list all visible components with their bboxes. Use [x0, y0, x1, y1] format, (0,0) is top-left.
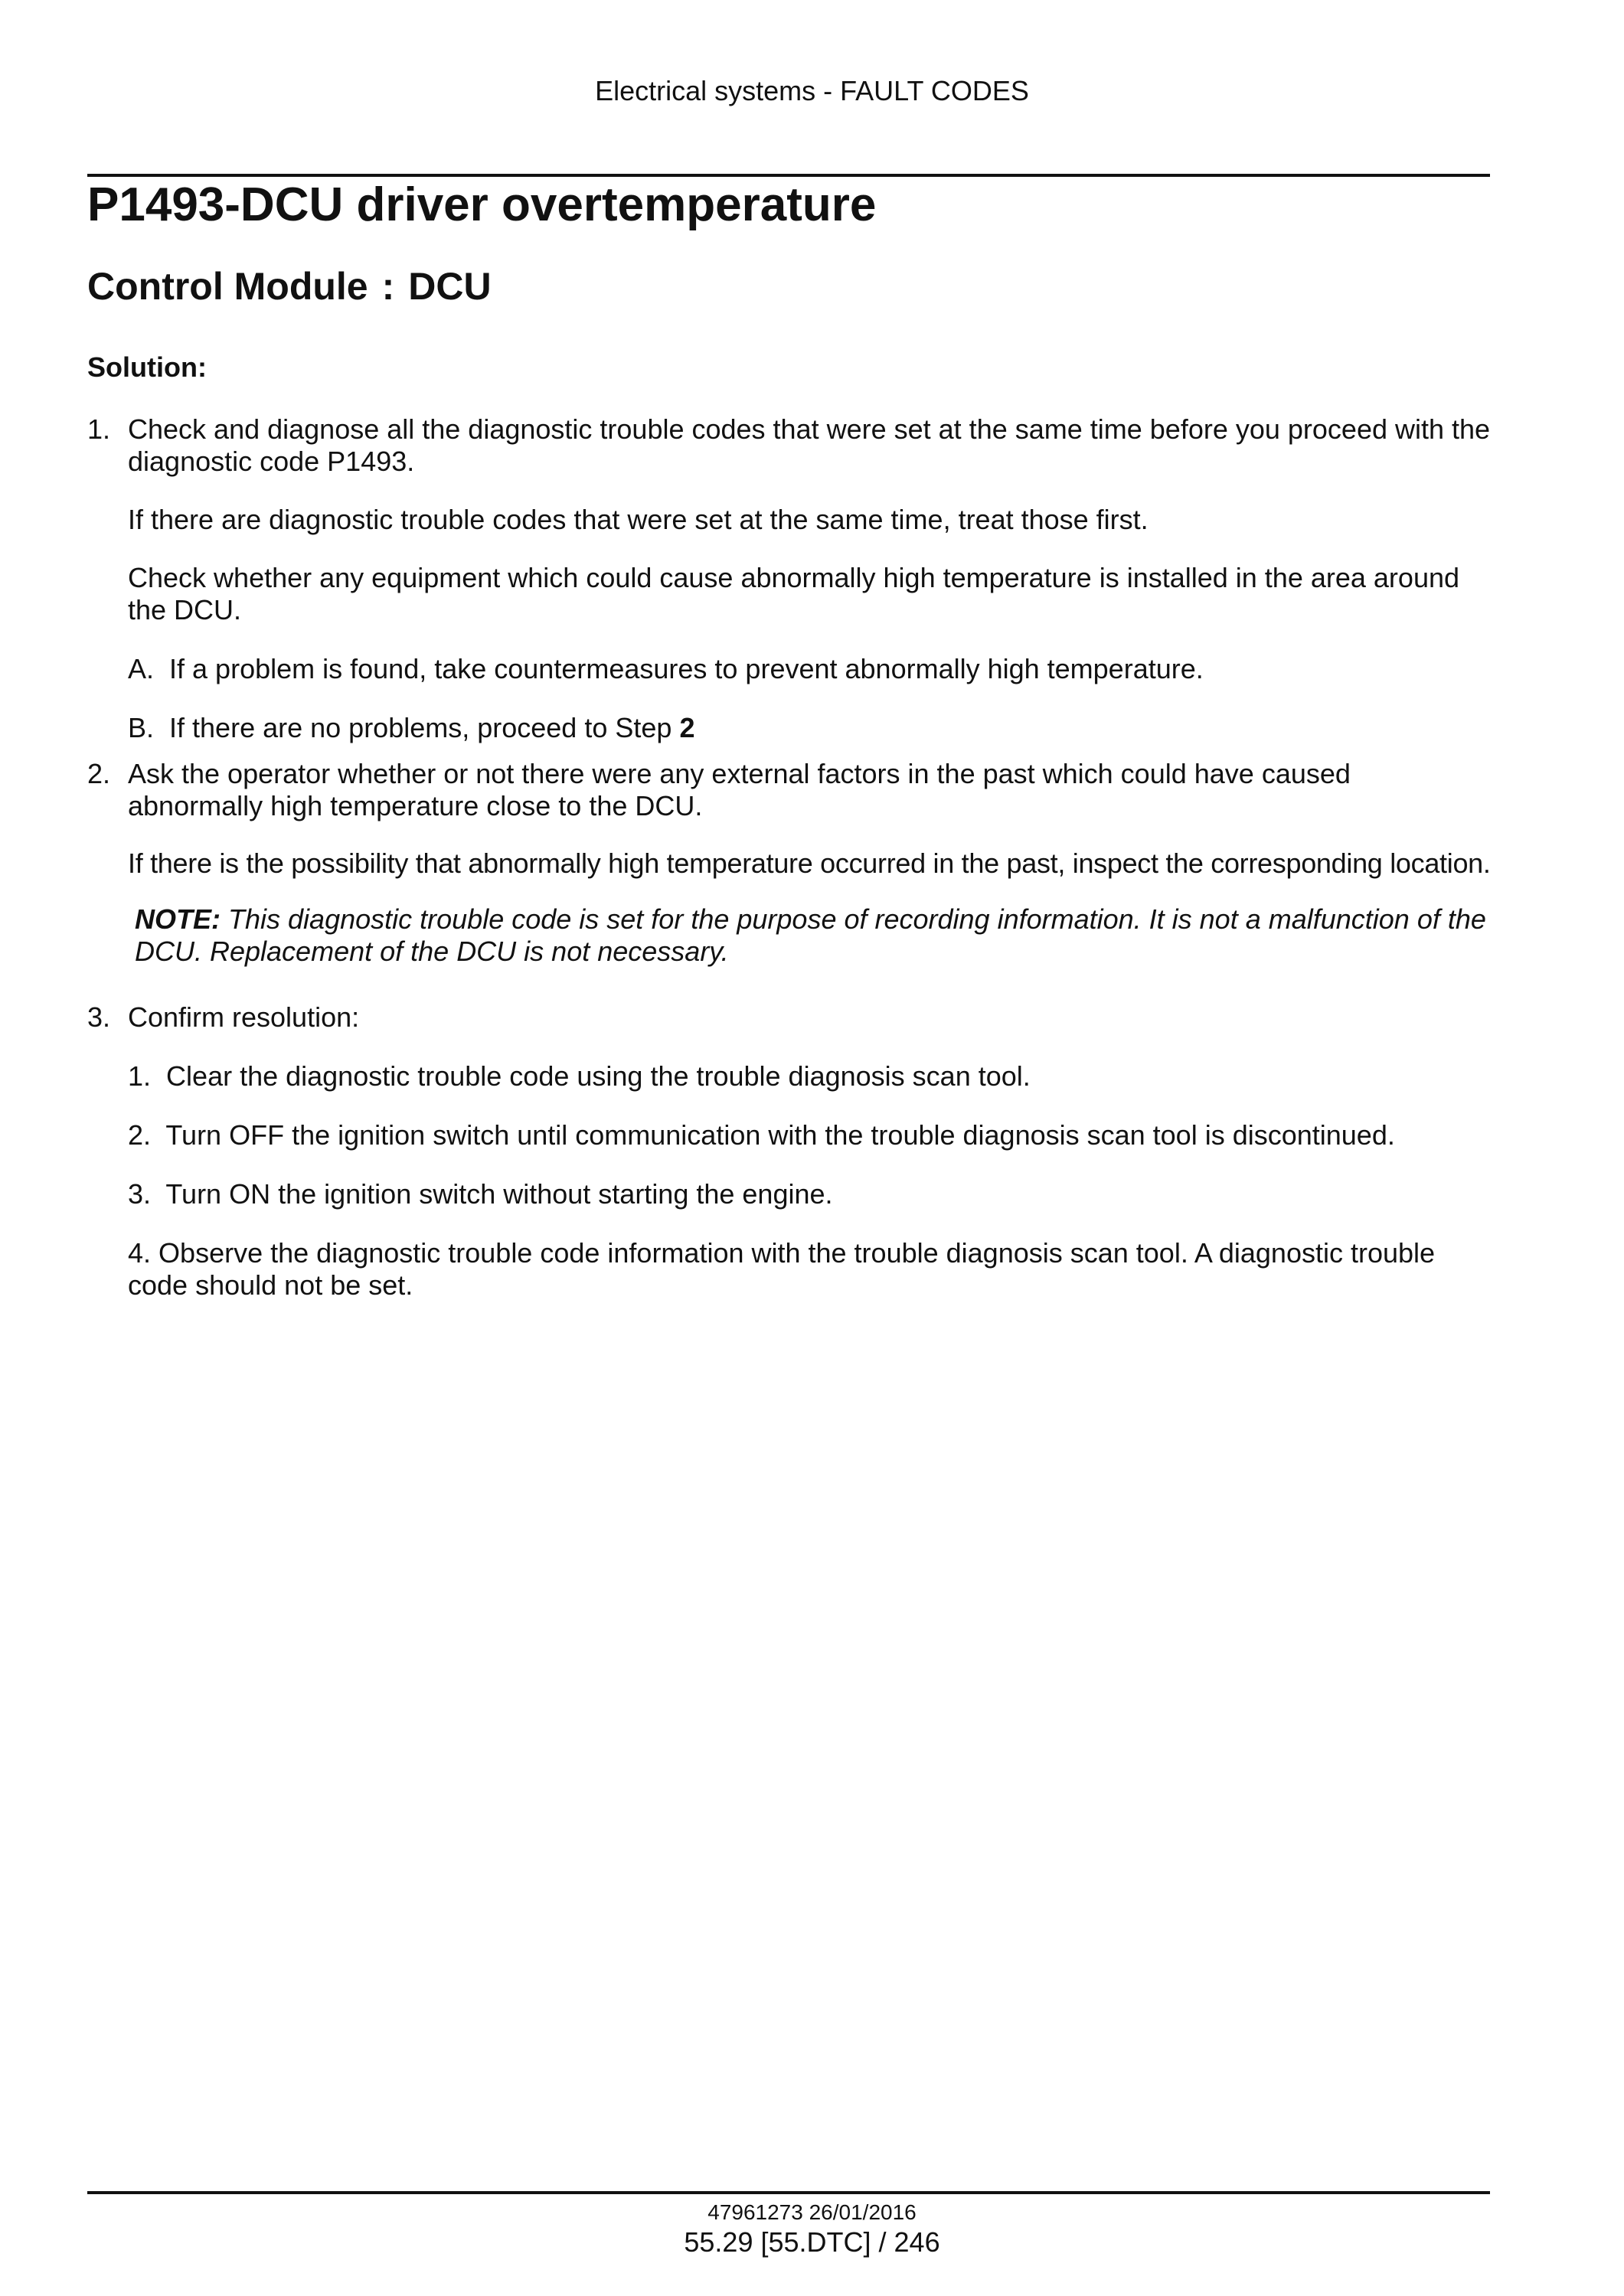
footer-page-number: 55.29 [55.DTC] / 246 [684, 2226, 940, 2258]
step-3-sub-2-number: 2. [128, 1119, 152, 1151]
step-3-sub-3-text: Turn ON the ignition switch without starting the engine. [165, 1178, 833, 1210]
solution-label: Solution: [87, 351, 207, 383]
step-3-sub-2-text: Turn OFF the ignition switch until communication with the trouble diagnosis scan tool is discontinued. [165, 1119, 1395, 1151]
footer-rule [87, 2191, 1490, 2194]
step-3-number: 3. [87, 1001, 111, 1033]
step-1-sub-a [128, 653, 1204, 685]
page-header: Electrical systems - FAULT CODES [595, 75, 1029, 106]
step-1-sub-a-text: If a problem is found, take countermeasures to prevent abnormally high temperature. [169, 653, 1204, 684]
step-3-sub-4 [128, 1237, 1491, 1302]
step-2-text: Ask the operator whether or not there were any external factors in the past which could have caused abnormally high temperature close to the DCU. [128, 758, 1351, 821]
step-1-sub-b-step-ref: 2 [679, 712, 695, 743]
step-3-sub-1 [128, 1060, 1031, 1092]
note-text: This diagnostic trouble code is set for the purpose of recording information. It is not a malfunction of the DCU. Replacement of the DCU is not necessary. [135, 903, 1486, 967]
step-1-sub-b [128, 712, 694, 744]
step-3-sub-3 [128, 1178, 833, 1210]
footer-doc-id: 47961273 26/01/2016 [707, 2200, 917, 2224]
step-2-para-2: If there is the possibility that abnormally high temperature occurred in the past, inspect the corresponding location. [128, 848, 1491, 879]
control-module-heading [87, 264, 492, 309]
title-rule [87, 174, 1490, 177]
control-module-separator: : [381, 265, 395, 308]
step-2-note [135, 903, 1491, 968]
step-3-sub-2 [128, 1119, 1395, 1151]
step-1-number: 1. [87, 413, 111, 445]
step-3-sub-4-number: 4. [128, 1237, 152, 1269]
step-3-sub-3-number: 3. [128, 1178, 152, 1210]
step-3-sub-4-text: Observe the diagnostic trouble code information with the trouble diagnosis scan tool. A diagnostic trouble code should not be set. [128, 1237, 1436, 1301]
step-1-sub-b-text: If there are no problems, proceed to Step [169, 712, 672, 743]
control-module-value: DCU [408, 265, 492, 308]
step-1-para-2: If there are diagnostic trouble codes that were set at the same time, treat those first. [128, 504, 1149, 535]
control-module-label: Control Module [87, 265, 368, 308]
step-3-sub-1-text: Clear the diagnostic trouble code using the trouble diagnosis scan tool. [166, 1060, 1031, 1092]
step-3-sub-1-number: 1. [128, 1060, 152, 1092]
step-1-sub-a-letter: A. [128, 653, 155, 684]
page-title: P1493-DCU driver overtemperature [87, 178, 877, 231]
step-1-sub-b-letter: B. [128, 712, 155, 743]
step-3-text: Confirm resolution: [128, 1001, 360, 1033]
step-2-number: 2. [87, 758, 111, 789]
note-label: NOTE: [135, 903, 221, 935]
step-1-text: Check and diagnose all the diagnostic trouble codes that were set at the same time before you proceed with the diagnostic code P1493. [128, 413, 1491, 477]
step-1-para-3: Check whether any equipment which could cause abnormally high temperature is installed in the area around the DCU. [128, 562, 1460, 625]
